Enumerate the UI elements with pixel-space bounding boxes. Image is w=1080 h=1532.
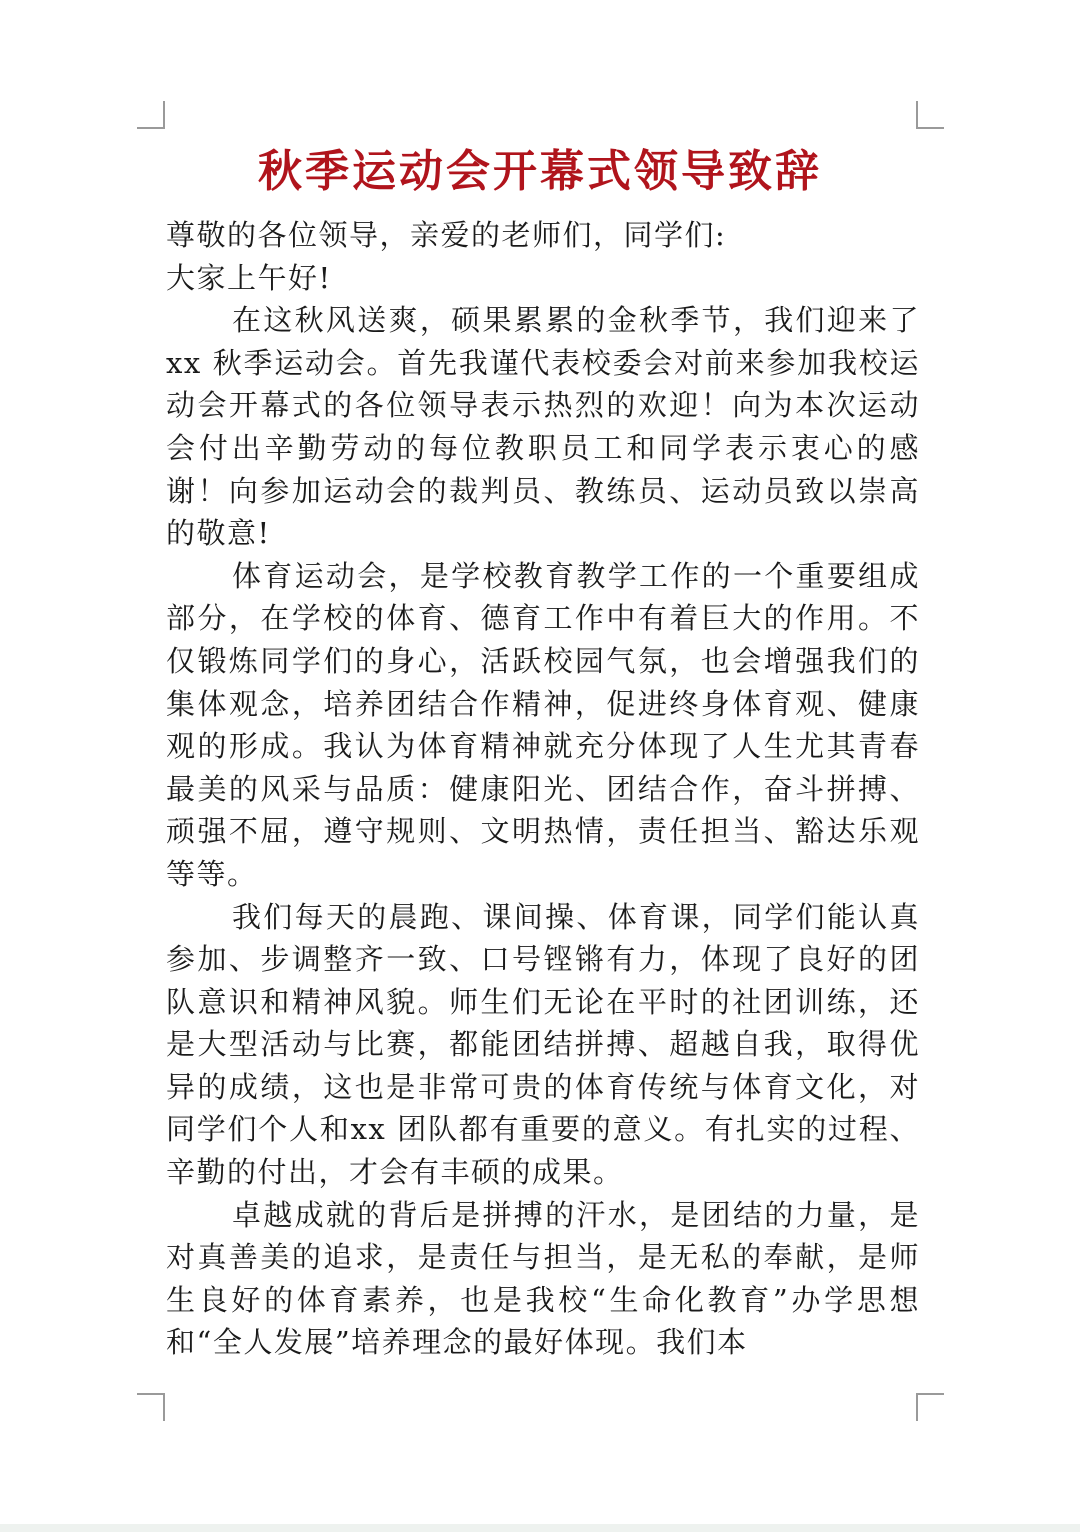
margin-corner-mark-top-right — [916, 101, 944, 129]
document-title: 秋季运动会开幕式领导致辞 — [258, 146, 822, 197]
margin-corner-mark-bottom-left — [137, 1393, 165, 1421]
paragraph-4: 卓越成就的背后是拼搏的汗水，是团结的力量，是对真善美的追求，是责任与担当，是无私的奉献，是师生良好的体育素养，也是我校“生命化教育”办学思想和“全人发展”培养理念的最好体现。我们本 — [166, 1197, 920, 1360]
margin-corner-mark-bottom-right — [916, 1393, 944, 1421]
greeting: 大家上午好! — [166, 260, 332, 295]
viewer-bottom-bar — [0, 1524, 1080, 1532]
paragraph-1: 在这秋风送爽，硕果累累的金秋季节，我们迎来了xx 秋季运动会。首先我谨代表校委会对前来参加我校运动会开幕式的各位领导表示热烈的欢迎！向为本次运动会付出辛勤劳动的每位教职员工和同学表示衷心的感谢！向参加运动会的裁判员、教练员、运动员致以崇高的敬意! — [166, 303, 920, 551]
margin-corner-mark-top-left — [137, 101, 165, 129]
salutation: 尊敬的各位领导，亲爱的老师们，同学们: — [166, 218, 727, 252]
paragraph-2: 体育运动会，是学校教育教学工作的一个重要组成部分，在学校的体育、德育工作中有着巨大的作用。不仅锻炼同学们的身心，活跃校园气氛，也会增强我们的集体观念，培养团结合作精神，促进终身体育观、健康观的形成。我认为体育精神就充分体现了人生尤其青春最美的风采与品质：健康阳光、团结合作，奋斗拼搏、顽强不屈，遵守规则、文明热情，责任担当、豁达乐观等等。 — [166, 558, 920, 891]
paragraph-3: 我们每天的晨跑、课间操、体育课，同学们能认真参加、步调整齐一致、口号铿锵有力，体现了良好的团队意识和精神风貌。师生们无论在平时的社团训练，还是大型活动与比赛，都能团结拼搏、超越自我，取得优异的成绩，这也是非常可贵的体育传统与体育文化，对同学们个人和xx 团队都有重要的意义。有扎实的过程、辛勤的付出，才会有丰硕的成果。 — [166, 899, 920, 1190]
document-body — [166, 214, 920, 1364]
